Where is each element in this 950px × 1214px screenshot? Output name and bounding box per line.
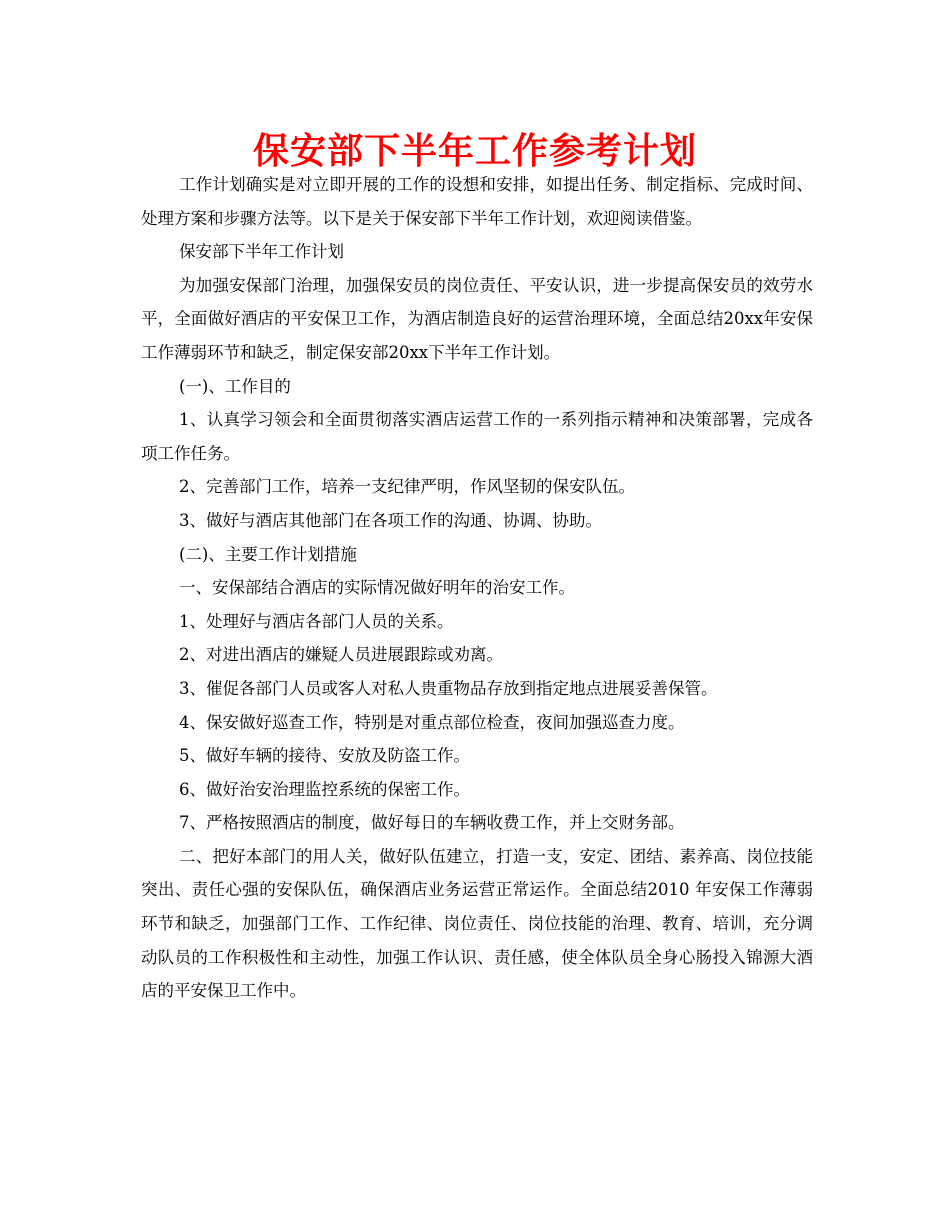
goal-item-2: 2、完善部门工作，培养一支纪律严明，作风坚韧的保安队伍。 bbox=[179, 477, 635, 497]
measure-heading-2: 二、把好本部门的用人关，做好队伍建立，打造一支，安定、团结、素养高、岗位技能突出、责任心强的安保队伍，确保酒店业务运营正常运作。全面总结2010 年安保工作薄弱环节和缺乏，加强部门工作、工作纪律、岗位责任、岗位技能的治理、教育、培训，充分调动队员的工作积极性和主动性，加强工作认识、责任感，使全体队员全身心肠投入锦源大酒店的平安保卫工作中。 bbox=[141, 846, 813, 1001]
section-heading-measures: (二)、主要工作计划措施 bbox=[179, 544, 357, 564]
measure-item-3: 3、催促各部门人员或客人对私人贵重物品存放到指定地点进展妥善保管。 bbox=[179, 678, 718, 698]
measure-item-2: 2、对进出酒店的嫌疑人员进展跟踪或劝离。 bbox=[179, 645, 503, 665]
measure-heading-1: 一、安保部结合酒店的实际情况做好明年的治安工作。 bbox=[179, 578, 575, 598]
measure-item-6: 6、做好治安治理监控系统的保密工作。 bbox=[179, 779, 470, 799]
goal-item-3: 3、做好与酒店其他部门在各项工作的沟通、协调、协助。 bbox=[179, 510, 602, 530]
plan-heading: 保安部下半年工作计划 bbox=[179, 242, 344, 262]
goal-item-1: 1、认真学习领会和全面贯彻落实酒店运营工作的一系列指示精神和决策部署，完成各项工作任务。 bbox=[141, 410, 813, 463]
section-heading-goals: (一)、工作目的 bbox=[179, 376, 291, 396]
measure-item-4: 4、保安做好巡查工作，特别是对重点部位检查，夜间加强巡查力度。 bbox=[179, 712, 685, 732]
intro-paragraph: 工作计划确实是对立即开展的工作的设想和安排，如提出任务、制定指标、完成时间、处理方案和步骤方法等。以下是关于保安部下半年工作计划，欢迎阅读借鉴。 bbox=[141, 175, 813, 228]
measure-item-1: 1、处理好与酒店各部门人员的关系。 bbox=[179, 611, 454, 631]
measure-item-7: 7、严格按照酒店的制度，做好每日的车辆收费工作，并上交财务部。 bbox=[179, 813, 685, 833]
purpose-paragraph: 为加强安保部门治理，加强保安员的岗位责任、平安认识，进一步提高保安员的效劳水平，全面做好酒店的平安保卫工作，为酒店制造良好的运营治理环境，全面总结20xx年安保工作薄弱环节和缺乏，制定保安部20xx下半年工作计划。 bbox=[141, 275, 813, 362]
measure-item-5: 5、做好车辆的接待、安放及防盗工作。 bbox=[179, 746, 470, 766]
document-body bbox=[141, 168, 813, 1008]
document-title: 保安部下半年工作参考计划 bbox=[252, 131, 697, 172]
